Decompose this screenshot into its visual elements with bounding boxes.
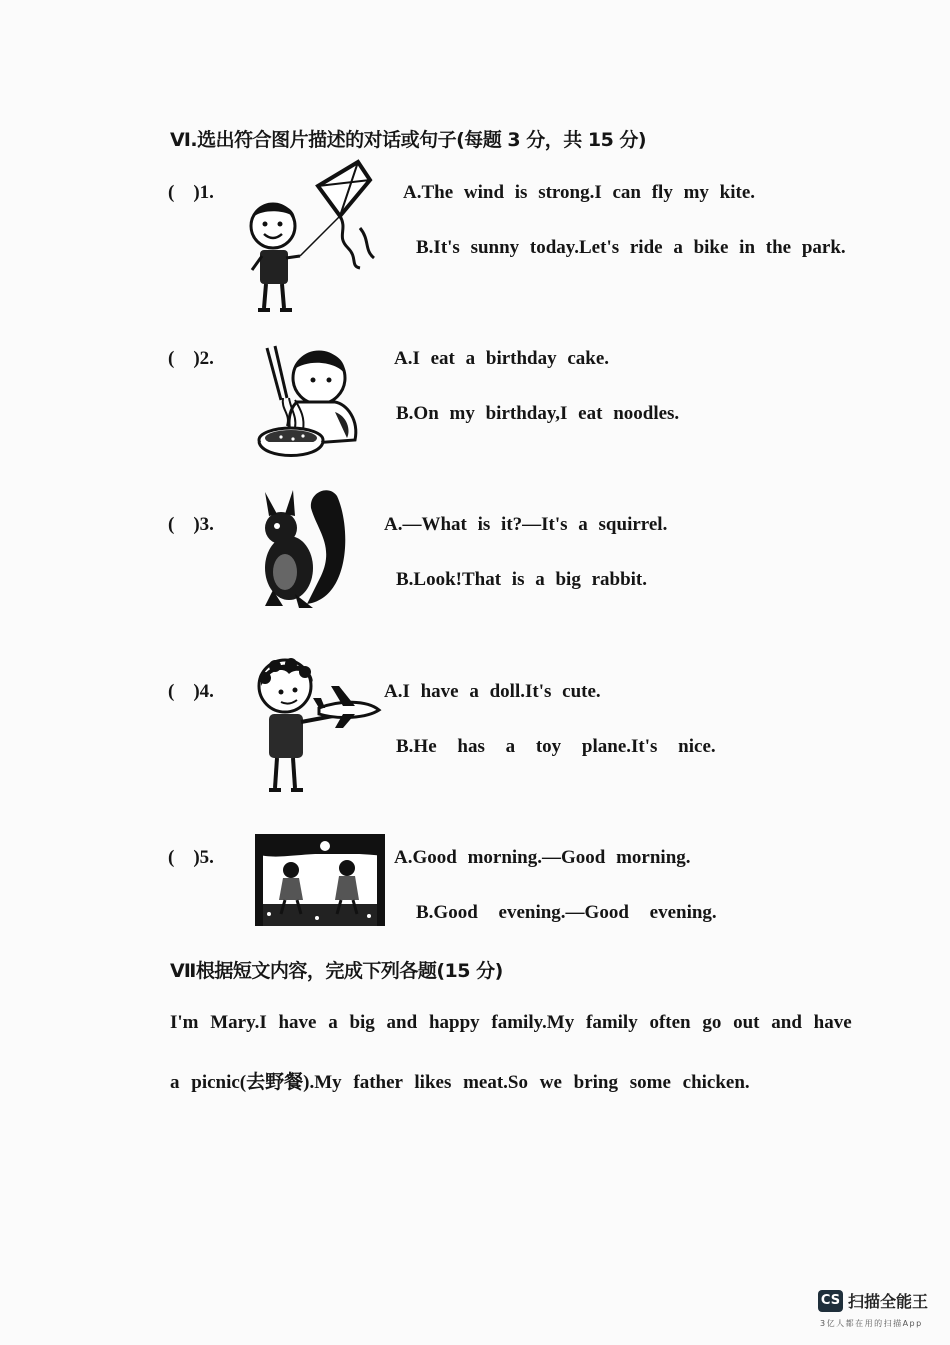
noodles-icon (247, 340, 362, 465)
question-4-option-b: B.He has a toy plane.It's nice. (396, 736, 716, 757)
watermark-name: 扫描全能王 (848, 1292, 929, 1311)
question-1-option-b: B.It's sunny today.Let's ride a bike in the park. (416, 237, 846, 258)
question-4-label: ( )4. (168, 681, 214, 702)
squirrel-icon (255, 486, 350, 612)
night-scene-icon (255, 834, 385, 926)
question-4-option-a: A.I have a doll.It's cute. (384, 681, 601, 702)
question-2-option-a: A.I eat a birthday cake. (394, 348, 610, 369)
question-5-option-b: B.Good evening.—Good evening. (416, 902, 717, 923)
question-3-option-a: A.—What is it?—It's a squirrel. (384, 514, 668, 535)
passage-line-1: I'm Mary.I have a big and happy family.My family often go out and have (170, 1012, 852, 1033)
question-1-label: ( )1. (168, 182, 214, 203)
question-5-option-a: A.Good morning.—Good morning. (394, 847, 691, 868)
camscanner-logo-icon: CS (818, 1290, 843, 1312)
question-1-option-a: A.The wind is strong.I can fly my kite. (403, 182, 756, 203)
question-2-label: ( )2. (168, 348, 214, 369)
watermark-tagline: 3亿人都在用的扫描App (820, 1319, 923, 1328)
question-3-option-b: B.Look!That is a big rabbit. (396, 569, 647, 590)
question-5-label: ( )5. (168, 847, 214, 868)
section-7-title: Ⅶ根据短文内容，完成下列各题(15 分) (170, 960, 503, 982)
question-2-option-b: B.On my birthday,I eat noodles. (396, 403, 680, 424)
toy-plane-icon (255, 656, 383, 798)
kite-icon (240, 158, 385, 316)
scanner-watermark (818, 1288, 933, 1333)
question-3-label: ( )3. (168, 514, 214, 535)
section-6-title: Ⅵ.选出符合图片描述的对话或句子(每题 3 分，共 15 分) (170, 129, 647, 151)
passage-line-2: a picnic(去野餐).My father likes meat.So we bring some chicken. (170, 1072, 750, 1093)
